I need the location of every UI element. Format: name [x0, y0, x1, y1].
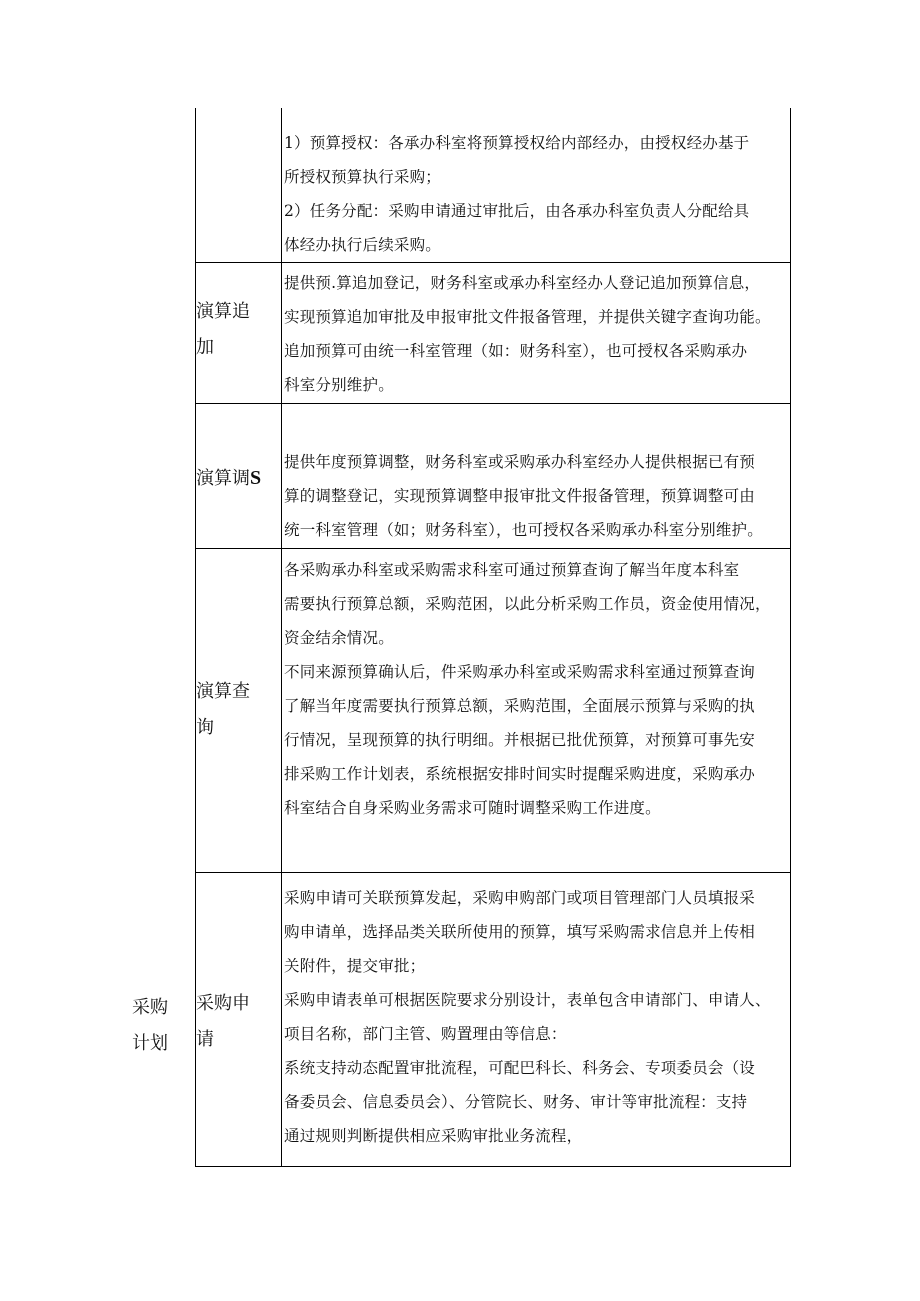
paragraph: 科室结合自身采购业务需求可随时调整采购工作进度。 [284, 799, 661, 817]
row-label-line: 询 [196, 717, 214, 738]
paragraph: 需要执行预算总额，采购范困，以此分析采购工作员，资金使用情况， [284, 595, 771, 613]
row-label-budget-adjustment [196, 460, 280, 497]
paragraph: 各采购承办科室或采购需求科室可通过预算查询了解当年度本科室 [284, 561, 740, 579]
paragraph: 体经办执行后续采购。 [284, 236, 442, 254]
row-label-main: 演算调 [196, 468, 250, 489]
paragraph: 实现预算追加审批及申报审批文件报备管理，并提供关键字查询功能。 [284, 308, 771, 326]
row-budget-adjustment-content [284, 445, 790, 547]
row-label-line [196, 460, 280, 497]
paragraph: 1）预算授权：各承办科室将预算授权给内部经办，由授权经办基于 [284, 134, 750, 152]
category-label-line-1: 采购 [132, 997, 168, 1018]
paragraph: 备委员会、信息委员会）、分管院长、财务、审计等审批流程：支持 [284, 1093, 748, 1111]
paragraph: 了解当年度需要执行预算总额，采购范围，全面展示预算与采购的执 [284, 697, 756, 715]
row-label-line: 采购申 [196, 993, 250, 1014]
paragraph: 所授权预算执行采购； [284, 168, 442, 186]
paragraph: 通过规则判断提供相应采购审批业务流程， [284, 1127, 583, 1145]
row-label-line: 加 [196, 337, 214, 358]
paragraph: 关附件，提交审批； [284, 957, 426, 975]
paragraph: 系统支持动态配置审批流程，可配巴科长、科务会、专项委员会（设 [284, 1059, 756, 1077]
paragraph: 算的调整登记，实现预算调整申报审批文件报备管理，预算调整可由 [284, 487, 756, 505]
grid-line-content-left [281, 108, 282, 1167]
grid-line-bottom [195, 1166, 791, 1167]
category-label-line-2: 计划 [132, 1033, 168, 1054]
row-budget-query-content [284, 553, 790, 825]
paragraph: 采购申请表单可根据医院要求分别设计，表单包含申请部门、申请人、 [284, 991, 771, 1009]
grid-line-row-1 [195, 262, 791, 263]
paragraph: 购申请单，选择品类关联所使用的预算，填写采购需求信息并上传相 [284, 923, 756, 941]
paragraph: 追加预算可由统一科室管理（如：财务科室），也可授权各采购承办 [284, 342, 748, 360]
row-purchase-request-content [284, 881, 790, 1153]
paragraph: 统一科室管理（如；财务科室），也可授权各采购承办科室分别维护。 [284, 521, 763, 539]
row-authorization-content [284, 126, 790, 262]
paragraph: 不同来源预算确认后，件采购承办科室或采购需求科室通过预算查询 [284, 663, 756, 681]
paragraph: 排采购工作计划表，系统根据安排时间实时提醒采购进度，采购承办 [284, 765, 756, 783]
paragraph: 提供预.算追加登记，财务科室或承办科室经办人登记追加预算信息， [284, 274, 761, 292]
grid-line-content-right [790, 108, 791, 1167]
row-label-line: 演算查 [196, 681, 250, 702]
grid-line-row-4 [195, 872, 791, 873]
paragraph: 科室分别维护。 [284, 376, 394, 394]
paragraph: 2）任务分配：采购申请通过审批后，由各承办科室负责人分配给具 [284, 202, 750, 220]
row-label-suffix: S [250, 467, 262, 489]
row-budget-addition-content [284, 266, 790, 402]
paragraph: 采购申请可关联预算发起，采购申购部门或项目管理部门人员填报采 [284, 889, 756, 907]
row-label-budget-addition [196, 294, 280, 366]
row-label-line: 请 [196, 1029, 214, 1050]
paragraph: 提供年度预算调整，财务科室或采购承办科室经办人提供根据已有预 [284, 453, 756, 471]
row-label-budget-query [196, 674, 280, 746]
row-label-purchase-request [196, 986, 280, 1058]
paragraph: 行情况，呈现预算的执行明细。并根据已批优预算，对预算可事先安 [284, 731, 756, 749]
paragraph: 项目名称，部门主管、购置理由等信息： [284, 1025, 567, 1043]
row-label-line: 演算追 [196, 301, 250, 322]
grid-line-row-3 [195, 548, 791, 549]
grid-line-row-2 [195, 403, 791, 404]
paragraph: 资金结余情况。 [284, 629, 394, 647]
category-label [132, 990, 182, 1062]
